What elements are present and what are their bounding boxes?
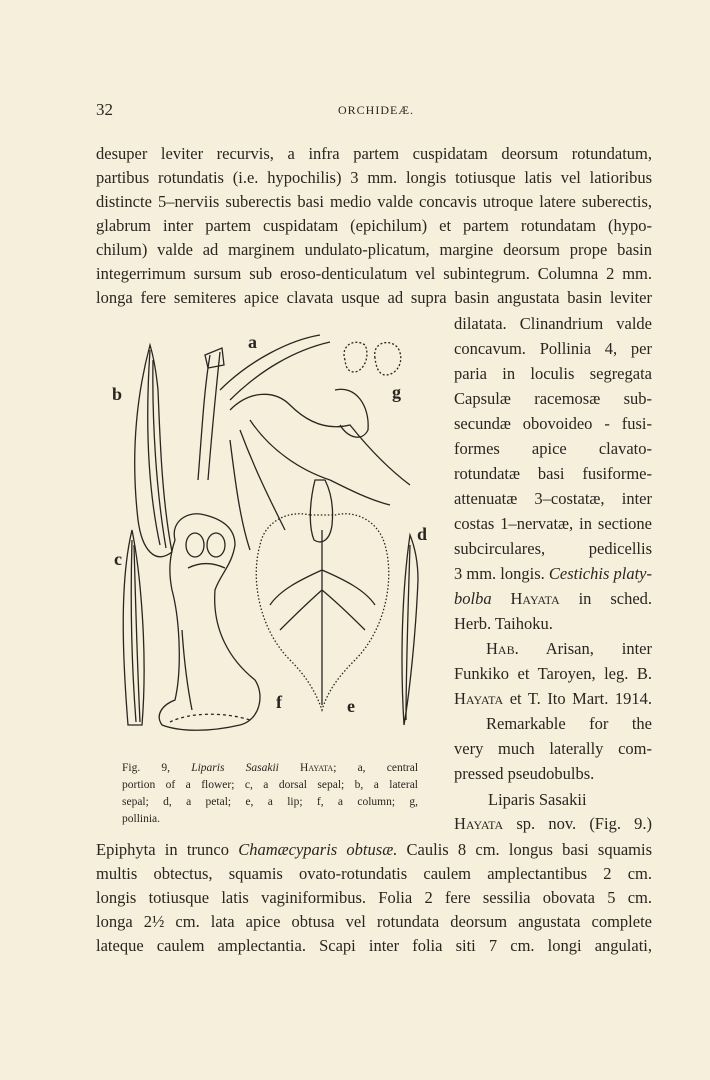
synonym-name-cont: bolba (454, 589, 492, 608)
column-line: formes apice clavato- (454, 439, 652, 458)
label-f: f (276, 692, 282, 712)
synonym-author: Hayata (510, 589, 560, 608)
body-line: glabrum inter partem cuspidatam (epichilum) et partem rotundatam (hypo- (96, 216, 652, 235)
petal-drawing (402, 535, 418, 725)
body-line: lateque caulem amplectantia. Scapi inter folia siti 7 cm. longi angulati, (96, 936, 652, 955)
flower-portion-drawing (198, 335, 410, 550)
body-text: Epiphyta in trunco (96, 840, 239, 859)
figure-caption-line: portion of a flower; c, a dorsal sepal; b, a lateral (122, 779, 418, 791)
caption-author: Hayata (300, 762, 334, 774)
label-a: a (248, 332, 257, 352)
column-line: concavum. Pollinia 4, per (454, 339, 652, 358)
label-c: c (114, 549, 122, 569)
body-line (96, 838, 652, 862)
column-drawing (159, 514, 260, 731)
body-line: multis obtectus, squamis ovato-rotundatis caulem amplectantibus 2 cm. (96, 864, 652, 883)
synonym-line (454, 587, 652, 611)
remark-line: pressed pseudobulbs. (454, 764, 595, 783)
body-line: desuper leviter recurvis, a infra partem cuspidatam deorsum rotundatum, (96, 144, 652, 163)
lateral-sepal-drawing (135, 345, 172, 557)
species-author: Hayata (454, 814, 504, 833)
figure-caption-line (122, 760, 418, 777)
host-species: Chamæcyparis obtusæ. (238, 840, 398, 859)
caption-tail: ; a, central (333, 762, 419, 774)
synonym-line (454, 562, 652, 586)
lip-drawing (256, 480, 389, 710)
species-status: sp. nov. (Fig. 9.) (503, 814, 652, 833)
species-title: Liparis Sasakii (488, 790, 587, 809)
figure-caption-line: pollinia. (122, 813, 161, 825)
collector-tail: et T. Ito Mart. 1914. (503, 689, 652, 708)
habitat-line (454, 637, 652, 661)
botanical-illustration (100, 330, 445, 740)
body-line: integerrimum sursum sub eroso-denticulatum vel subintegrum. Columna 2 mm. (96, 264, 652, 283)
label-b: b (112, 384, 123, 404)
body-line: longa fere semiteres apice clavata usque ad supra basin angustata basin leviter (96, 288, 652, 307)
label-g: g (392, 382, 401, 402)
habitat-line: Funkiko et Taroyen, leg. B. (454, 664, 652, 683)
column-line: attenuatæ 3–costatæ, inter (454, 489, 652, 508)
dorsal-sepal-drawing (123, 530, 144, 725)
remark-line: Remarkable for the (486, 714, 652, 733)
habitat-line (454, 687, 652, 711)
body-text: Caulis 8 cm. longus basi squamis (397, 840, 653, 859)
body-line: chilum) valde ad marginem undulato-plicatum, margine deorsum prope basin (96, 240, 652, 259)
body-line: longa 2½ cm. lata apice obtusa vel rotundata deorsum angustata complete (96, 912, 652, 931)
column-line: dilatata. Clinandrium valde (454, 314, 652, 333)
body-line: distincte 5–nerviis suberectis basi medio valde concavis utroque latere suberectis, (96, 192, 652, 211)
pollinia-drawing (344, 342, 401, 375)
column-line: Capsulæ racemosæ sub- (454, 389, 652, 408)
species-author-line (454, 812, 652, 836)
label-e: e (347, 696, 355, 716)
column-line: secundæ obovoideo - fusi- (454, 414, 652, 433)
column-line: paria in loculis segregata (454, 364, 652, 383)
column-line: rotundatæ basi fusiforme- (454, 464, 652, 483)
figure-caption-line: sepal; d, a petal; e, a lip; f, a column; g, (122, 796, 418, 808)
remark-line: very much laterally com- (454, 739, 652, 758)
habitat-lead: Hab. (486, 639, 519, 658)
column-line: 3 mm. longis. (454, 564, 545, 583)
collector-name: Hayata (454, 689, 504, 708)
page-number: 32 (96, 100, 113, 119)
herbarium-line: Herb. Taihoku. (454, 614, 553, 633)
label-d: d (417, 524, 428, 544)
running-head: ORCHIDEÆ. (337, 103, 414, 117)
column-line: costas 1–nervatæ, in sectione (454, 514, 652, 533)
caption-species: Liparis Sasakii (191, 762, 279, 774)
figure-number: Fig. 9, (122, 762, 171, 774)
habitat-text: Arisan, inter (518, 639, 652, 658)
synonym-name: Cestichis platy- (548, 564, 652, 583)
synonym-tail: in sched. (578, 589, 653, 608)
body-line: partibus rotundatis (i.e. hypochilis) 3 mm. longis totiusque latis vel latioribus (96, 168, 652, 187)
page-header (96, 100, 656, 124)
column-line: subcirculares, pedicellis (454, 539, 652, 558)
body-line: longis totiusque latis vaginiformibus. Folia 2 fere sessilia obovata 5 cm. (96, 888, 652, 907)
